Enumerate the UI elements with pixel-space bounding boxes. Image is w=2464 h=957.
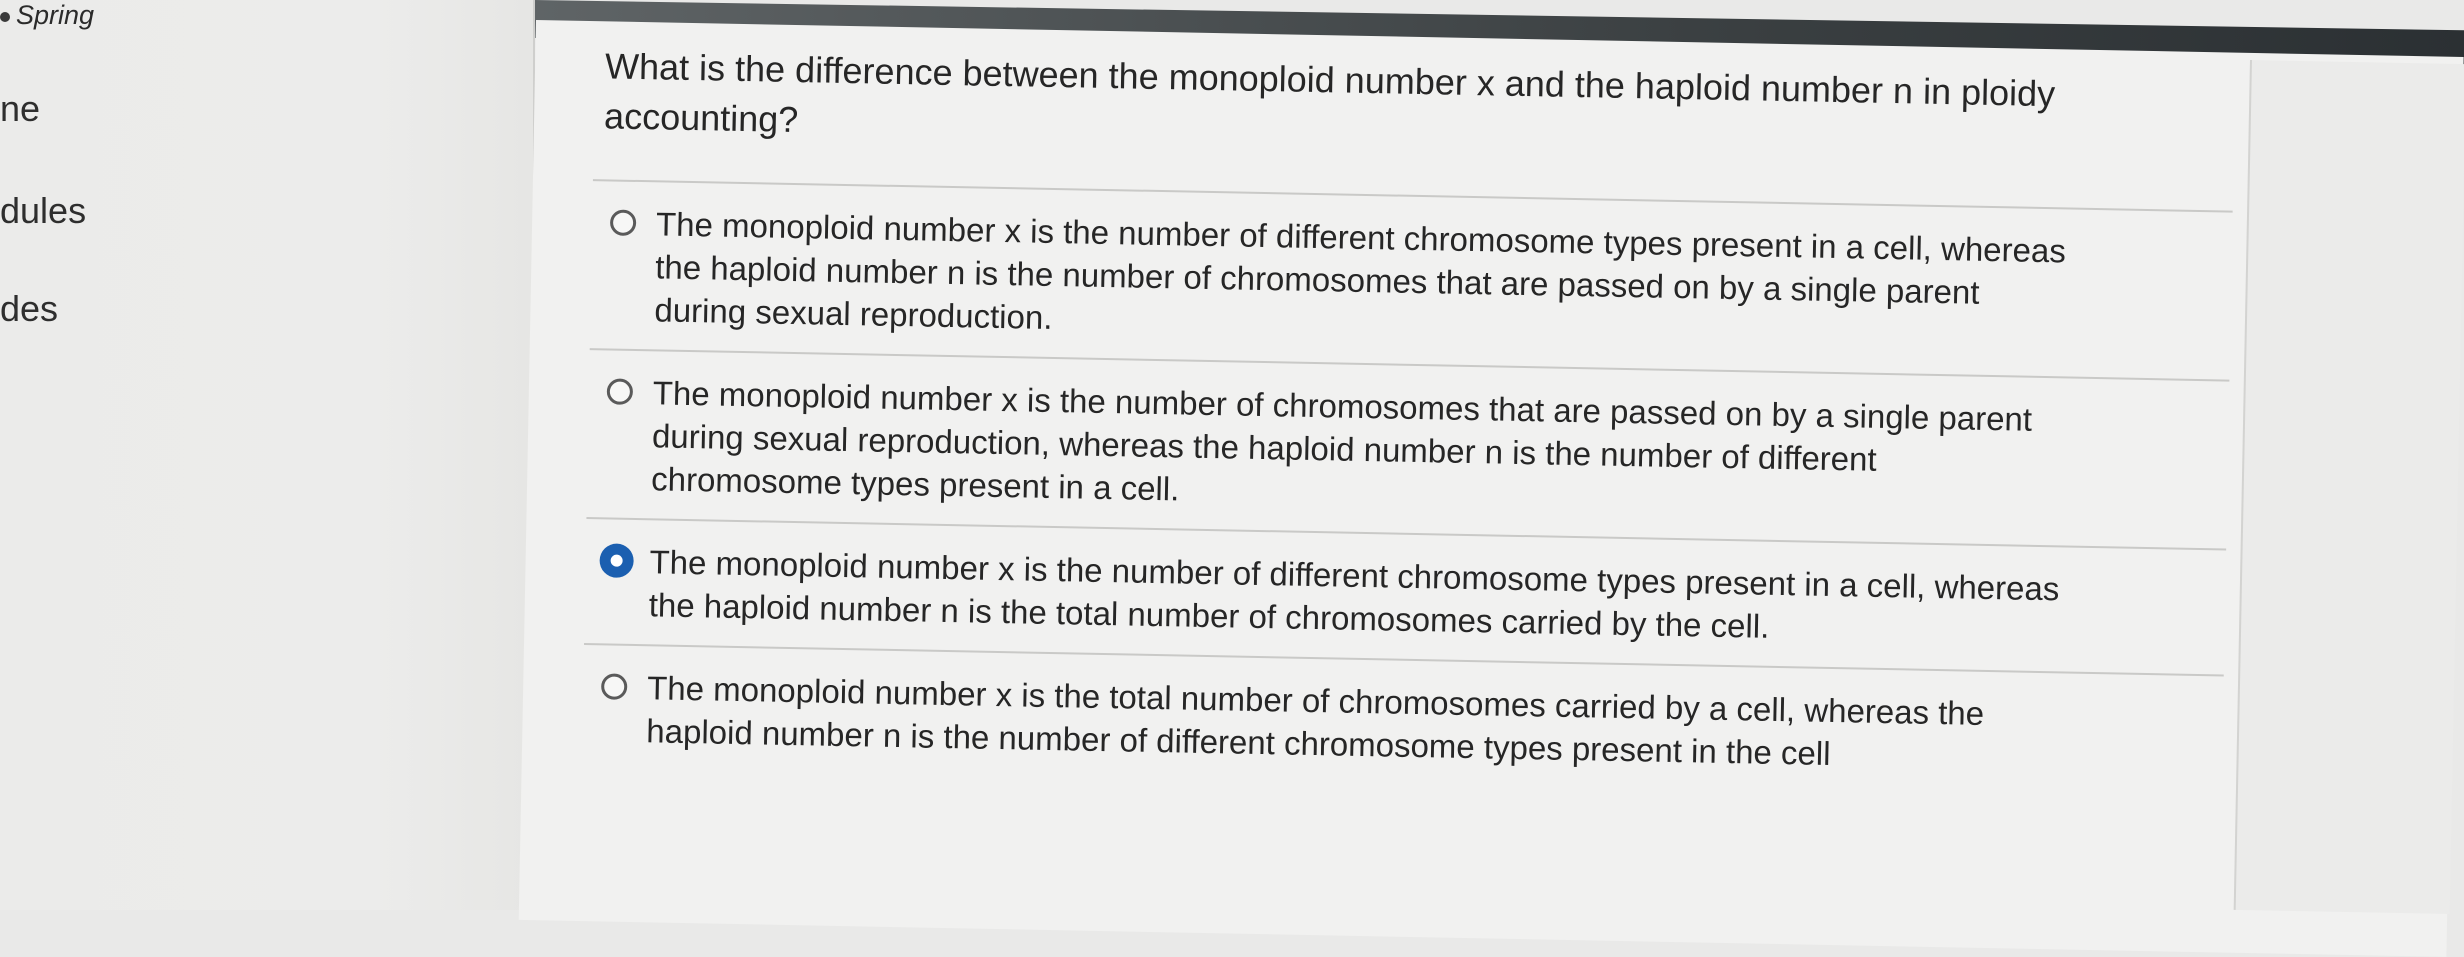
radio-button-icon[interactable]: [610, 209, 636, 235]
question-prompt: What is the difference between the monoploid number x and the haploid number n in ploidy accounting?: [603, 45, 2056, 141]
course-sidebar: [0, 0, 535, 910]
radio-button-selected-icon[interactable]: [599, 543, 634, 578]
radio-button-icon[interactable]: [607, 378, 633, 404]
right-page-margin: [2234, 60, 2464, 914]
answer-option-1[interactable]: [590, 181, 2233, 379]
answer-option-2[interactable]: [586, 350, 2229, 548]
bullet-icon: [0, 12, 10, 22]
course-term-text: Spring: [16, 0, 95, 30]
answer-option-text: The monoploid number x is the number of chromosomes that are passed on by a single parent during sexual reproduction, whereas the haploid number n is the number of different chromosome types present in a cell.: [650, 374, 2033, 508]
course-term-label: [0, 0, 94, 31]
sidebar-item-grades[interactable]: des: [0, 288, 59, 329]
sidebar-item-modules[interactable]: dules: [0, 190, 87, 231]
answer-option-text: The monoploid number x is the number of different chromosome types present in a cell, whereas the haploid number n is the total number of chromosomes carried by the cell.: [648, 543, 2060, 645]
sidebar-item-home[interactable]: ne: [0, 88, 41, 129]
quiz-question-panel: [519, 20, 2464, 957]
answer-option-text: The monoploid number x is the total number of chromosomes carried by a cell, whereas the haploid number n is the number of different chromosome types present in the cell: [646, 669, 1985, 772]
radio-button-icon[interactable]: [601, 673, 627, 699]
answer-option-text: The monoploid number x is the number of different chromosome types present in a cell, whereas the haploid number n is the number of chromosomes that are passed on by a single parent during sexual reproduction.: [654, 205, 2067, 336]
answer-options: [582, 179, 2233, 800]
